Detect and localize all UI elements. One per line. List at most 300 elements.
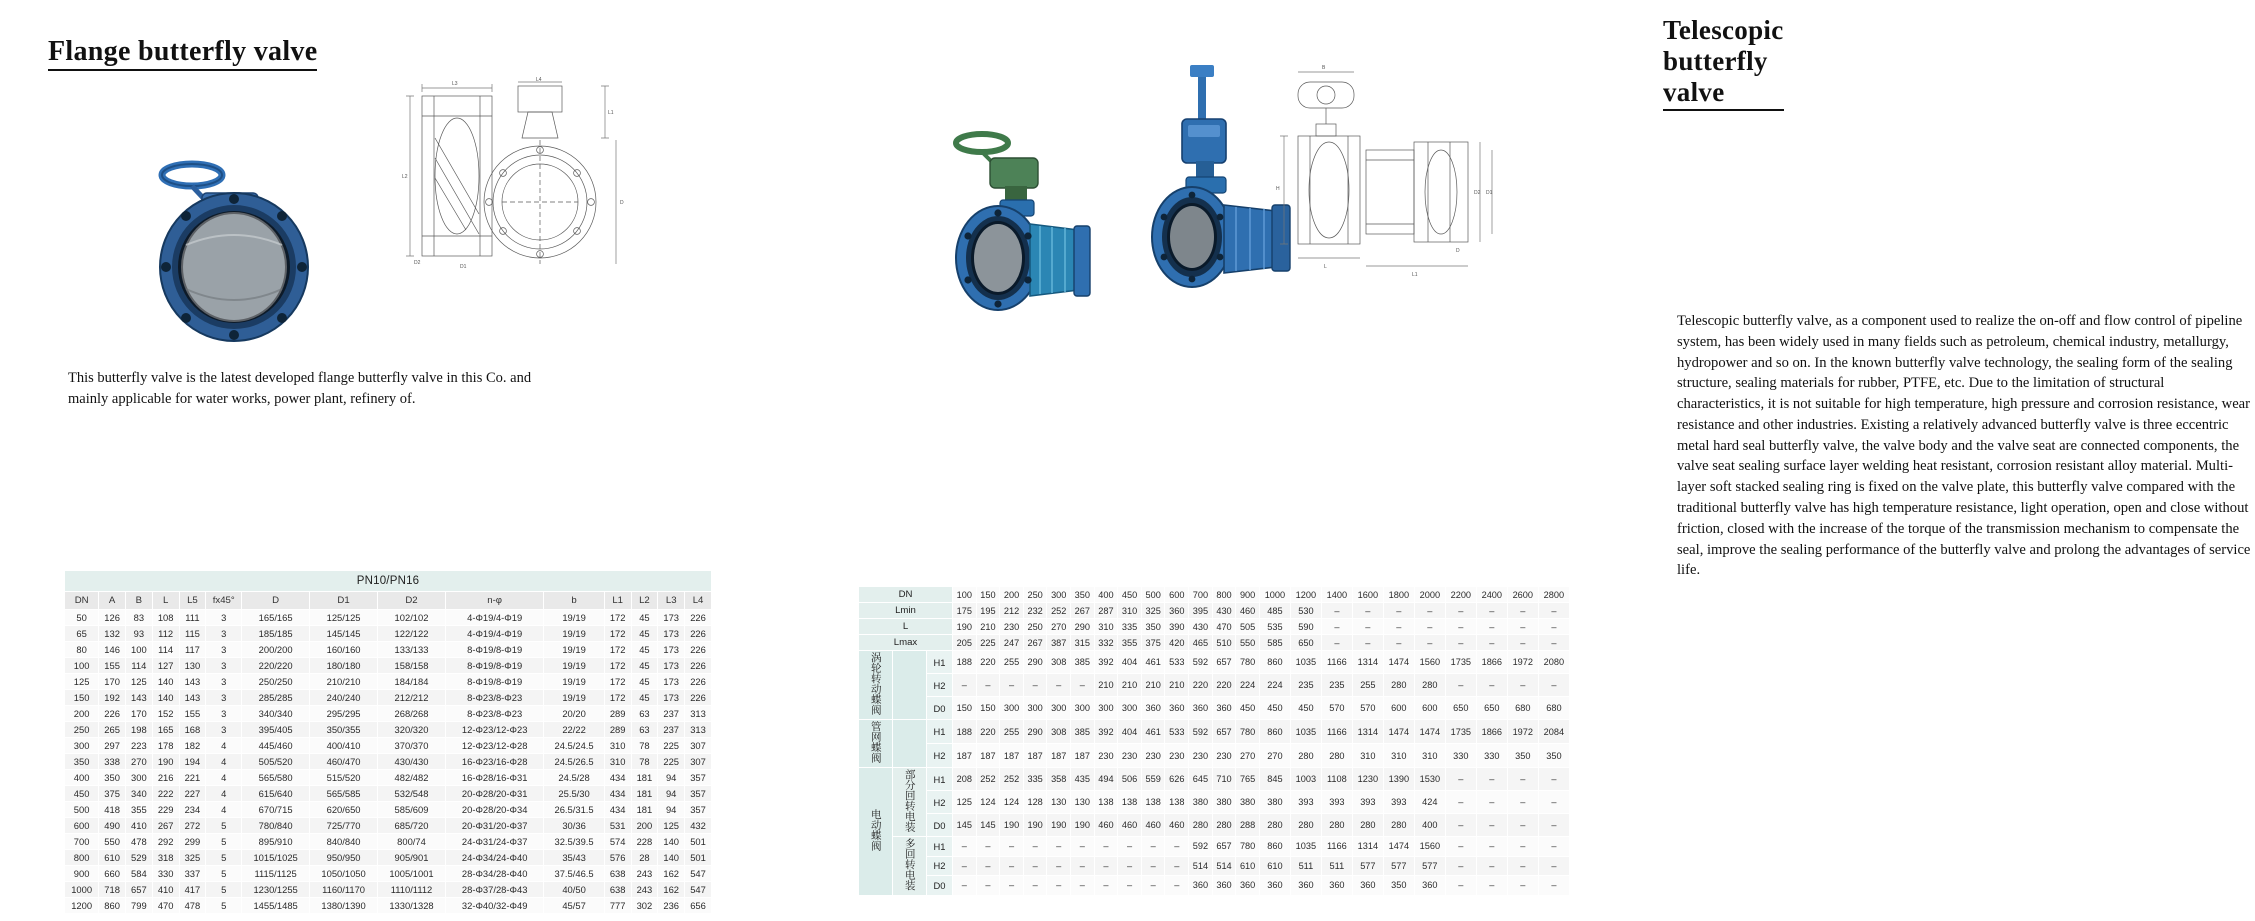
table-row [859, 744, 1570, 768]
cell-value: 420 [1165, 635, 1189, 651]
cell-value: 460 [1236, 603, 1260, 619]
cell-value: 360 [1352, 876, 1383, 896]
table-body [65, 610, 712, 914]
cell-d: 250/250 [242, 674, 310, 690]
cell-l4: 656 [685, 898, 712, 914]
cell-value: 190 [953, 619, 977, 635]
cell-value: 310 [1352, 744, 1383, 768]
svg-text:L1: L1 [608, 110, 614, 116]
row-label-h2: H2 [927, 791, 953, 814]
cell-value: 308 [1047, 651, 1071, 674]
cell-l5: 155 [179, 706, 206, 722]
cell-value: – [1141, 876, 1165, 896]
cell-value: 592 [1189, 837, 1213, 857]
cell-value: 577 [1414, 856, 1445, 876]
cell-l: 318 [152, 850, 179, 866]
cell-a: 192 [99, 690, 126, 706]
cell-value: – [1321, 603, 1352, 619]
cell-l2: 63 [631, 706, 658, 722]
cell-d2: 685/720 [378, 818, 446, 834]
cell-fx45-: 4 [206, 802, 242, 818]
cell-fx45-: 5 [206, 882, 242, 898]
cell-a: 265 [99, 722, 126, 738]
table-row [65, 722, 712, 738]
cell-value: 190 [1023, 814, 1047, 837]
cell-b: 24.5/28 [544, 770, 604, 786]
table-row [859, 837, 1570, 857]
row-label-h1: H1 [927, 651, 953, 674]
cell-value: 175 [953, 603, 977, 619]
cell-n-: 28-Φ37/28-Φ43 [445, 882, 543, 898]
cell-value: 1560 [1414, 837, 1445, 857]
cell-value: 280 [1321, 814, 1352, 837]
cell-value: 212 [1000, 603, 1024, 619]
cell-value: 577 [1383, 856, 1414, 876]
cell-value: – [1000, 837, 1024, 857]
cell-d2: 184/184 [378, 674, 446, 690]
cell-value: 187 [1000, 744, 1024, 768]
cell-value: 187 [976, 744, 1000, 768]
cell-l1: 638 [604, 866, 631, 882]
cell-l3: 173 [658, 674, 685, 690]
cell-value: 860 [1259, 837, 1290, 857]
cell-value: 220 [976, 651, 1000, 674]
cell-value: 220 [1189, 674, 1213, 697]
table-row [859, 720, 1570, 744]
cell-d2: 268/268 [378, 706, 446, 722]
cell-fx45-: 5 [206, 866, 242, 882]
cell-value: 533 [1165, 651, 1189, 674]
cell-value: 350 [1538, 744, 1569, 768]
cell-d1: 460/470 [310, 754, 378, 770]
cell-value: – [1414, 603, 1445, 619]
cell-b: 799 [126, 898, 153, 914]
cell-dn: 350 [65, 754, 99, 770]
group-label-1: 管网蝶阀 [859, 720, 893, 768]
cell-fx45-: 4 [206, 754, 242, 770]
cell-value: 465 [1189, 635, 1213, 651]
cell-l3: 173 [658, 658, 685, 674]
cell-value: – [1141, 837, 1165, 857]
cell-value: – [1445, 856, 1476, 876]
cell-l1: 574 [604, 834, 631, 850]
cell-value: 230 [1000, 619, 1024, 635]
cell-value: 280 [1259, 814, 1290, 837]
cell-value: 506 [1118, 768, 1142, 791]
cell-d: 505/520 [242, 754, 310, 770]
cell-l2: 28 [631, 850, 658, 866]
cell-d: 565/580 [242, 770, 310, 786]
cell-value: – [1476, 603, 1507, 619]
cell-value: 150 [953, 697, 977, 720]
cell-b: 355 [126, 802, 153, 818]
cell-value: 355 [1118, 635, 1142, 651]
cell-value: 235 [1321, 674, 1352, 697]
cell-dn: 100 [65, 658, 99, 674]
cell-value: 210 [1165, 674, 1189, 697]
cell-value: 680 [1507, 697, 1538, 720]
table-row [65, 674, 712, 690]
dn-value: 2200 [1445, 587, 1476, 603]
cell-value: 310 [1414, 744, 1445, 768]
cell-dn: 65 [65, 626, 99, 642]
cell-a: 418 [99, 802, 126, 818]
dn-value: 1200 [1290, 587, 1321, 603]
cell-l: 470 [152, 898, 179, 914]
cell-l: 152 [152, 706, 179, 722]
dn-value: 300 [1047, 587, 1071, 603]
cell-value: 1166 [1321, 837, 1352, 857]
cell-l5: 143 [179, 690, 206, 706]
cell-l5: 337 [179, 866, 206, 882]
cell-n-: 8-Φ19/8-Φ19 [445, 658, 543, 674]
cell-value: 650 [1445, 697, 1476, 720]
cell-fx45-: 3 [206, 674, 242, 690]
table-row [859, 791, 1570, 814]
cell-value: – [1507, 619, 1538, 635]
cell-d1: 295/295 [310, 706, 378, 722]
column-header-n-: n-φ [445, 592, 543, 610]
cell-l1: 531 [604, 818, 631, 834]
cell-value: – [976, 674, 1000, 697]
cell-value: – [1476, 674, 1507, 697]
cell-d2: 482/482 [378, 770, 446, 786]
cell-value: 710 [1212, 768, 1236, 791]
cell-a: 155 [99, 658, 126, 674]
cell-value: 358 [1047, 768, 1071, 791]
dn-value: 600 [1165, 587, 1189, 603]
cell-value: 657 [1212, 651, 1236, 674]
cell-l2: 243 [631, 882, 658, 898]
cell-a: 338 [99, 754, 126, 770]
cell-value: 188 [953, 651, 977, 674]
cell-value: 385 [1071, 720, 1095, 744]
table-row [65, 610, 712, 626]
cell-value: 430 [1189, 619, 1213, 635]
cell-value: 310 [1118, 603, 1142, 619]
cell-value: 592 [1189, 720, 1213, 744]
cell-value: 1474 [1383, 720, 1414, 744]
cell-fx45-: 4 [206, 786, 242, 802]
cell-b: 20/20 [544, 706, 604, 722]
cell-value: 1230 [1352, 768, 1383, 791]
cell-value: 657 [1212, 837, 1236, 857]
cell-value: – [1383, 619, 1414, 635]
cell-value: 290 [1071, 619, 1095, 635]
cell-d1: 515/520 [310, 770, 378, 786]
cell-l: 178 [152, 738, 179, 754]
cell-value: 485 [1259, 603, 1290, 619]
cell-l1: 172 [604, 626, 631, 642]
cell-l4: 226 [685, 674, 712, 690]
svg-text:B: B [1322, 65, 1326, 71]
cell-value: – [1476, 619, 1507, 635]
cell-value: – [1476, 814, 1507, 837]
cell-l: 140 [152, 674, 179, 690]
cell-value: 332 [1094, 635, 1118, 651]
cell-value: 210 [1094, 674, 1118, 697]
cell-l4: 313 [685, 722, 712, 738]
table-body [859, 587, 1570, 896]
cell-l4: 547 [685, 866, 712, 882]
cell-value: 124 [1000, 791, 1024, 814]
cell-value: 360 [1141, 697, 1165, 720]
cell-value: 290 [1023, 720, 1047, 744]
table-row [65, 850, 712, 866]
cell-value: – [1321, 635, 1352, 651]
cell-l3: 140 [658, 850, 685, 866]
cell-n-: 12-Φ23/12-Φ28 [445, 738, 543, 754]
row-label-h2: H2 [927, 744, 953, 768]
column-header-d1: D1 [310, 592, 378, 610]
cell-fx45-: 3 [206, 610, 242, 626]
cell-value: – [1445, 603, 1476, 619]
row-label-h2: H2 [927, 674, 953, 697]
cell-l5: 221 [179, 770, 206, 786]
cell-n-: 4-Φ19/4-Φ19 [445, 626, 543, 642]
dn-header-row [859, 587, 1570, 603]
dn-value: 1600 [1352, 587, 1383, 603]
cell-value: – [953, 876, 977, 896]
cell-value: 570 [1352, 697, 1383, 720]
cell-value: 300 [1023, 697, 1047, 720]
cell-value: 187 [1047, 744, 1071, 768]
table-row [65, 738, 712, 754]
cell-value: 195 [976, 603, 1000, 619]
cell-value: – [1476, 635, 1507, 651]
cell-d: 670/715 [242, 802, 310, 818]
cell-value: 387 [1047, 635, 1071, 651]
cell-l1: 289 [604, 722, 631, 738]
cell-value: – [976, 837, 1000, 857]
cell-value: – [1352, 603, 1383, 619]
cell-value: 310 [1094, 619, 1118, 635]
cell-b: 478 [126, 834, 153, 850]
cell-n-: 16-Φ23/16-Φ28 [445, 754, 543, 770]
dn-value: 2600 [1507, 587, 1538, 603]
svg-text:L3: L3 [452, 81, 458, 87]
cell-l4: 357 [685, 786, 712, 802]
cell-b: 529 [126, 850, 153, 866]
cell-l1: 172 [604, 610, 631, 626]
cell-value: 335 [1118, 619, 1142, 635]
svg-text:D: D [1456, 248, 1460, 254]
cell-l2: 45 [631, 674, 658, 690]
cell-d1: 1380/1390 [310, 898, 378, 914]
cell-b: 19/19 [544, 674, 604, 690]
cell-value: 404 [1118, 720, 1142, 744]
cell-value: 280 [1321, 744, 1352, 768]
svg-text:D: D [620, 200, 624, 206]
cell-value: 280 [1212, 814, 1236, 837]
cell-b: 657 [126, 882, 153, 898]
cell-d2: 532/548 [378, 786, 446, 802]
cell-l: 127 [152, 658, 179, 674]
cell-value: 125 [953, 791, 977, 814]
cell-l5: 111 [179, 610, 206, 626]
cell-l4: 226 [685, 658, 712, 674]
cell-value: 2084 [1538, 720, 1569, 744]
cell-l4: 313 [685, 706, 712, 722]
cell-value: – [1476, 768, 1507, 791]
cell-value: 360 [1165, 603, 1189, 619]
cell-d: 615/640 [242, 786, 310, 802]
cell-value: 765 [1236, 768, 1260, 791]
cell-d1: 620/650 [310, 802, 378, 818]
cell-dn: 200 [65, 706, 99, 722]
cell-value: – [1071, 856, 1095, 876]
cell-value: 393 [1290, 791, 1321, 814]
row-label-d0: D0 [927, 876, 953, 896]
cell-d: 895/910 [242, 834, 310, 850]
cell-a: 350 [99, 770, 126, 786]
cell-n-: 32-Φ40/32-Φ49 [445, 898, 543, 914]
cell-value: 128 [1023, 791, 1047, 814]
cell-d1: 210/210 [310, 674, 378, 690]
cell-d: 445/460 [242, 738, 310, 754]
cell-l2: 78 [631, 754, 658, 770]
table-row [859, 768, 1570, 791]
cell-value: 360 [1259, 876, 1290, 896]
cell-fx45-: 3 [206, 658, 242, 674]
cell-value: 267 [1023, 635, 1047, 651]
cell-value: 550 [1236, 635, 1260, 651]
cell-value: 350 [1383, 876, 1414, 896]
cell-l2: 45 [631, 626, 658, 642]
cell-value: 510 [1212, 635, 1236, 651]
cell-l1: 289 [604, 706, 631, 722]
flange-valve-line-drawing [400, 78, 630, 288]
cell-l1: 777 [604, 898, 631, 914]
cell-value: 1866 [1476, 651, 1507, 674]
cell-dn: 500 [65, 802, 99, 818]
cell-value: – [976, 856, 1000, 876]
cell-value: 390 [1165, 619, 1189, 635]
row-label-d0: D0 [927, 697, 953, 720]
dn-value: 2800 [1538, 587, 1569, 603]
cell-b: 270 [126, 754, 153, 770]
cell-d: 285/285 [242, 690, 310, 706]
cell-l3: 94 [658, 802, 685, 818]
cell-value: – [1445, 635, 1476, 651]
cell-value: 380 [1259, 791, 1290, 814]
cell-l3: 140 [658, 834, 685, 850]
cell-value: 533 [1165, 720, 1189, 744]
cell-d2: 133/133 [378, 642, 446, 658]
cell-l2: 181 [631, 770, 658, 786]
cell-value: – [1538, 876, 1569, 896]
cell-fx45-: 3 [206, 706, 242, 722]
cell-value: – [1538, 814, 1569, 837]
cell-value: – [1118, 876, 1142, 896]
table-row [65, 898, 712, 914]
cell-l3: 94 [658, 770, 685, 786]
table-row [65, 882, 712, 898]
cell-d2: 320/320 [378, 722, 446, 738]
cell-b: 30/36 [544, 818, 604, 834]
dn-value: 250 [1023, 587, 1047, 603]
cell-value: – [1094, 856, 1118, 876]
cell-value: 393 [1321, 791, 1352, 814]
cell-value: 280 [1352, 814, 1383, 837]
cell-l2: 45 [631, 658, 658, 674]
cell-n-: 16-Φ28/16-Φ31 [445, 770, 543, 786]
cell-value: – [1507, 856, 1538, 876]
cell-l1: 434 [604, 770, 631, 786]
cell-b: 19/19 [544, 690, 604, 706]
cell-value: 1735 [1445, 720, 1476, 744]
cell-l: 108 [152, 610, 179, 626]
cell-value: 252 [1047, 603, 1071, 619]
cell-value: 220 [976, 720, 1000, 744]
cell-b: 19/19 [544, 642, 604, 658]
cell-value: 657 [1212, 720, 1236, 744]
cell-value: – [1538, 635, 1569, 651]
dn-value: 1800 [1383, 587, 1414, 603]
row-label-l: L [859, 619, 953, 635]
cell-d: 395/405 [242, 722, 310, 738]
svg-text:D1: D1 [1486, 190, 1493, 196]
cell-value: 1474 [1383, 651, 1414, 674]
cell-value: 585 [1259, 635, 1290, 651]
cell-value: 350 [1507, 744, 1538, 768]
cell-value: 247 [1000, 635, 1024, 651]
cell-n-: 4-Φ19/4-Φ19 [445, 610, 543, 626]
cell-value: 360 [1189, 697, 1213, 720]
cell-value: 577 [1352, 856, 1383, 876]
cell-d2: 430/430 [378, 754, 446, 770]
cell-d2: 1110/1112 [378, 882, 446, 898]
cell-b: 25.5/30 [544, 786, 604, 802]
cell-value: 1530 [1414, 768, 1445, 791]
cell-d: 220/220 [242, 658, 310, 674]
cell-d1: 160/160 [310, 642, 378, 658]
row-label-h1: H1 [927, 720, 953, 744]
cell-fx45-: 4 [206, 738, 242, 754]
cell-l3: 173 [658, 626, 685, 642]
cell-value: – [1445, 791, 1476, 814]
cell-dn: 900 [65, 866, 99, 882]
column-header-l3: L3 [658, 592, 685, 610]
cell-d1: 950/950 [310, 850, 378, 866]
cell-d1: 400/410 [310, 738, 378, 754]
cell-d1: 240/240 [310, 690, 378, 706]
cell-l: 112 [152, 626, 179, 642]
cell-value: – [1538, 674, 1569, 697]
cell-value: – [1094, 837, 1118, 857]
cell-value: 380 [1236, 791, 1260, 814]
cell-value: 360 [1189, 876, 1213, 896]
cell-d2: 122/122 [378, 626, 446, 642]
cell-d1: 565/585 [310, 786, 378, 802]
cell-l2: 63 [631, 722, 658, 738]
table-row [65, 658, 712, 674]
cell-n-: 8-Φ23/8-Φ23 [445, 690, 543, 706]
cell-value: 190 [1071, 814, 1095, 837]
cell-b: 93 [126, 626, 153, 642]
table-row [859, 814, 1570, 837]
cell-n-: 20-Φ28/20-Φ34 [445, 802, 543, 818]
cell-l4: 226 [685, 610, 712, 626]
cell-value: 300 [1094, 697, 1118, 720]
right-description: Telescopic butterfly valve, as a component used to realize the on-off and flow control of pipeline system, has been widely used in many fields such as petroleum, chemical industry, metallurgy, hydropower and so on. In the known butterfly valve technology, the sealing form of the sealing structure, sealing materials for rubber, PTFE, etc. Due to the limitation of structural characteristics, it is not suitable for high temperature, high pressure and corrosion resistance, wear resistance and other industries. Existing a relatively advanced butterfly valve is three eccentric metal hard seal butterfly valve, the valve body and the valve seat are connected components, the valve seat sealing surface layer welding heat resistant, corrosion resistant alloy material. Multi-layer soft stacked sealing ring is fixed on the valve plate, this butterfly valve compared with the traditional butterfly valve has high temperature resistance, light operation, open and close without friction, closed with the increase of the torque of the transmission mechanism to compensate the seal, improve the sealing performance of the butterfly valve and prolong the advantages of service life. [1677, 313, 2251, 579]
table-row [65, 770, 712, 786]
cell-l4: 226 [685, 690, 712, 706]
table-row [65, 706, 712, 722]
cell-l1: 172 [604, 674, 631, 690]
cell-value: 230 [1118, 744, 1142, 768]
cell-fx45-: 5 [206, 850, 242, 866]
